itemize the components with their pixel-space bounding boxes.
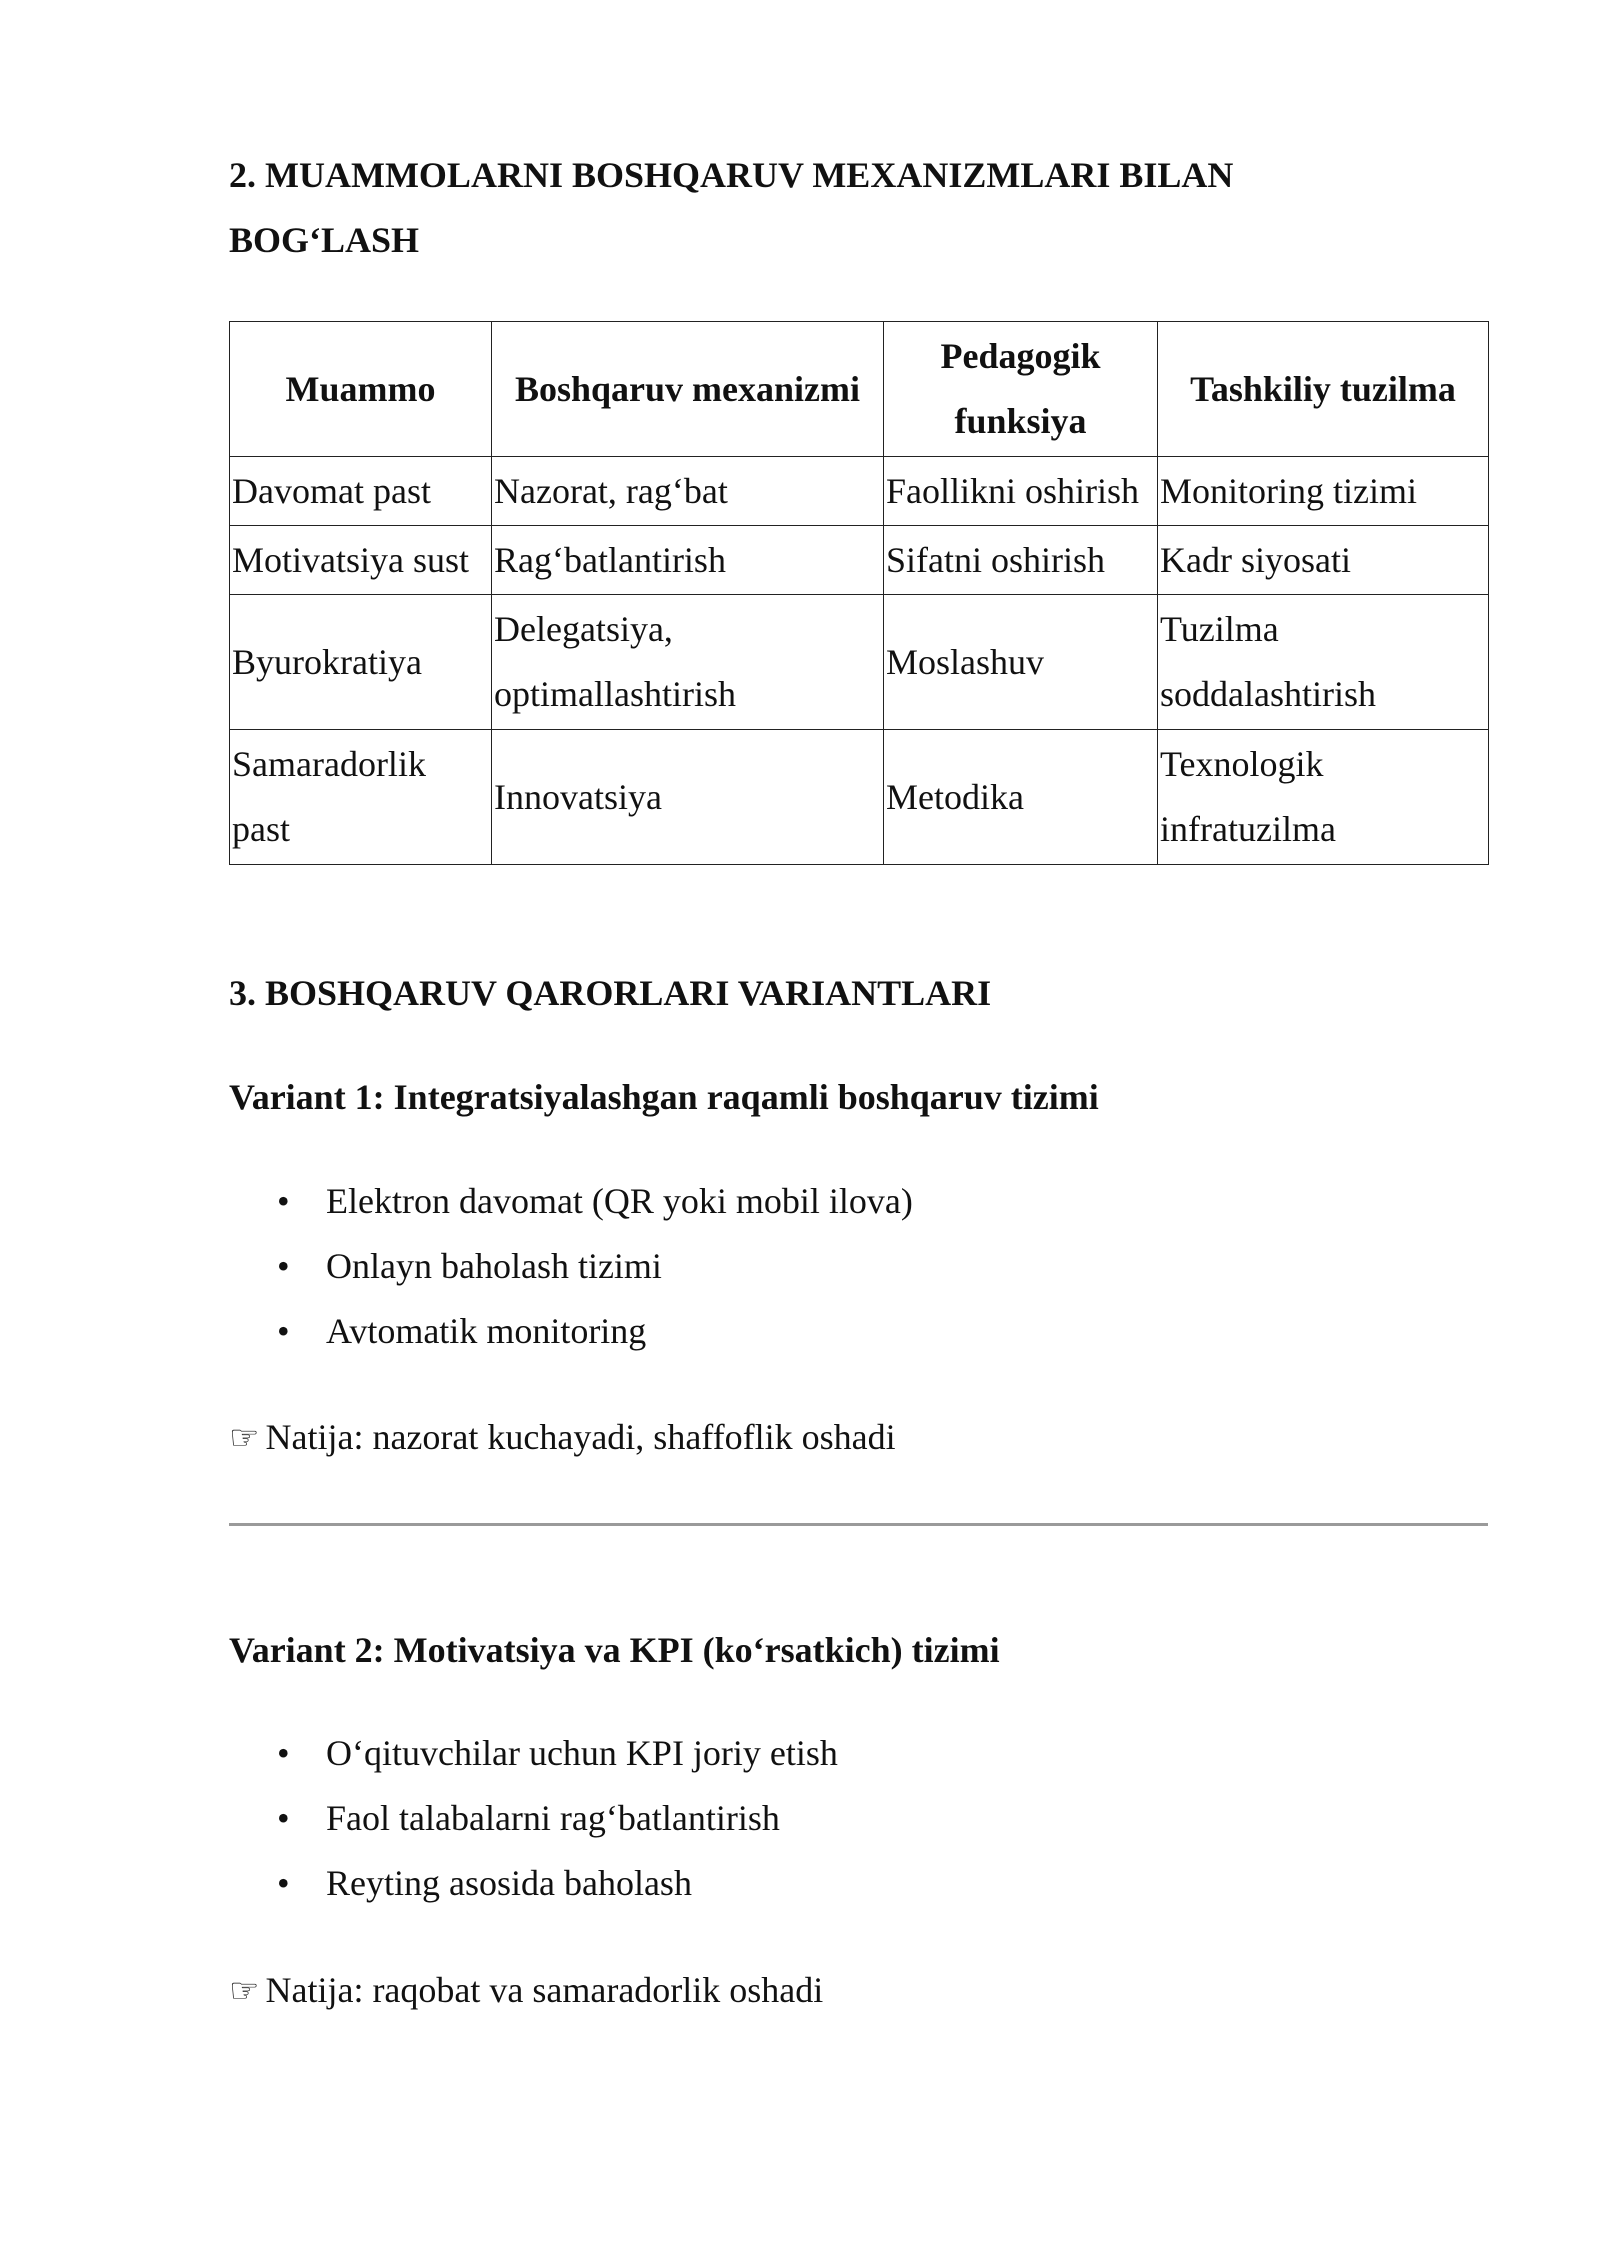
table-row xyxy=(230,730,1489,865)
cell-structure-line-1: Tuzilma xyxy=(1160,609,1279,649)
cell-structure xyxy=(1158,730,1489,865)
header-problem: Muammo xyxy=(230,322,492,457)
cell-structure-line-2: infratuzilma xyxy=(1160,809,1336,849)
bullet-icon: • xyxy=(277,1311,290,1351)
list-item-text: Reyting asosida baholash xyxy=(326,1863,692,1903)
pointing-hand-icon: ☞ xyxy=(229,1971,260,2011)
table-row xyxy=(230,457,1489,526)
header-pedagogical-function xyxy=(884,322,1158,457)
mechanisms-table xyxy=(229,321,1489,865)
bullet-icon: • xyxy=(277,1181,290,1221)
header-pedagogical-function-line-2: funksiya xyxy=(954,401,1087,441)
section-2-title-line-1: 2. MUAMMOLARNI BOSHQARUV MEXANIZMLARI BILAN xyxy=(229,155,1234,195)
bullet-icon: • xyxy=(277,1733,290,1773)
section-3-title: 3. BOSHQARUV QARORLARI VARIANTLARI xyxy=(229,973,992,1013)
cell-structure-line-1: Texnologik xyxy=(1160,744,1324,784)
pointing-hand-icon: ☞ xyxy=(229,1418,260,1458)
variant-2-result xyxy=(229,1963,823,2019)
cell-mechanism xyxy=(492,595,884,730)
variant-2-list xyxy=(229,1721,838,1916)
list-item-text: O‘qituvchilar uchun KPI joriy etish xyxy=(326,1733,838,1773)
cell-mechanism: Nazorat, rag‘bat xyxy=(492,457,884,526)
cell-problem-line-2: past xyxy=(232,809,290,849)
cell-mechanism-line-1: Delegatsiya, xyxy=(494,609,673,649)
list-item xyxy=(229,1299,913,1364)
cell-structure: Monitoring tizimi xyxy=(1158,457,1489,526)
list-item xyxy=(229,1851,838,1916)
cell-mechanism: Rag‘batlantirish xyxy=(492,526,884,595)
section-2-title xyxy=(229,143,1389,273)
cell-function: Sifatni oshirish xyxy=(884,526,1158,595)
horizontal-divider xyxy=(229,1523,1488,1526)
variant-1-list xyxy=(229,1169,913,1364)
table-header-row xyxy=(230,322,1489,457)
cell-mechanism-line-2: optimallashtirish xyxy=(494,674,736,714)
cell-problem: Byurokratiya xyxy=(230,595,492,730)
cell-function: Metodika xyxy=(884,730,1158,865)
variant-1-result xyxy=(229,1410,896,1466)
cell-problem-line-1: Samaradorlik xyxy=(232,744,426,784)
cell-problem xyxy=(230,730,492,865)
table-row xyxy=(230,595,1489,730)
cell-structure xyxy=(1158,595,1489,730)
cell-problem: Motivatsiya sust xyxy=(230,526,492,595)
list-item xyxy=(229,1721,838,1786)
cell-problem: Davomat past xyxy=(230,457,492,526)
variant-2-title: Variant 2: Motivatsiya va KPI (ko‘rsatkich) tizimi xyxy=(229,1630,1000,1670)
cell-mechanism: Innovatsiya xyxy=(492,730,884,865)
variant-1-title: Variant 1: Integratsiyalashgan raqamli boshqaruv tizimi xyxy=(229,1077,1099,1117)
header-mechanism: Boshqaruv mexanizmi xyxy=(492,322,884,457)
list-item-text: Avtomatik monitoring xyxy=(326,1311,647,1351)
list-item xyxy=(229,1169,913,1234)
list-item-text: Onlayn baholash tizimi xyxy=(326,1246,662,1286)
bullet-icon: • xyxy=(277,1863,290,1903)
list-item-text: Elektron davomat (QR yoki mobil ilova) xyxy=(326,1181,913,1221)
header-organizational-structure: Tashkiliy tuzilma xyxy=(1158,322,1489,457)
table-row xyxy=(230,526,1489,595)
section-2-title-line-2: BOG‘LASH xyxy=(229,220,420,260)
header-pedagogical-function-line-1: Pedagogik xyxy=(940,336,1101,376)
bullet-icon: • xyxy=(277,1798,290,1838)
cell-function: Faollikni oshirish xyxy=(884,457,1158,526)
cell-function: Moslashuv xyxy=(884,595,1158,730)
list-item xyxy=(229,1786,838,1851)
bullet-icon: • xyxy=(277,1246,290,1286)
list-item xyxy=(229,1234,913,1299)
cell-structure-line-2: soddalashtirish xyxy=(1160,674,1376,714)
cell-structure: Kadr siyosati xyxy=(1158,526,1489,595)
list-item-text: Faol talabalarni rag‘batlantirish xyxy=(326,1798,780,1838)
variant-1-result-text: Natija: nazorat kuchayadi, shaffoflik oshadi xyxy=(265,1417,896,1457)
variant-2-result-text: Natija: raqobat va samaradorlik oshadi xyxy=(265,1970,824,2010)
